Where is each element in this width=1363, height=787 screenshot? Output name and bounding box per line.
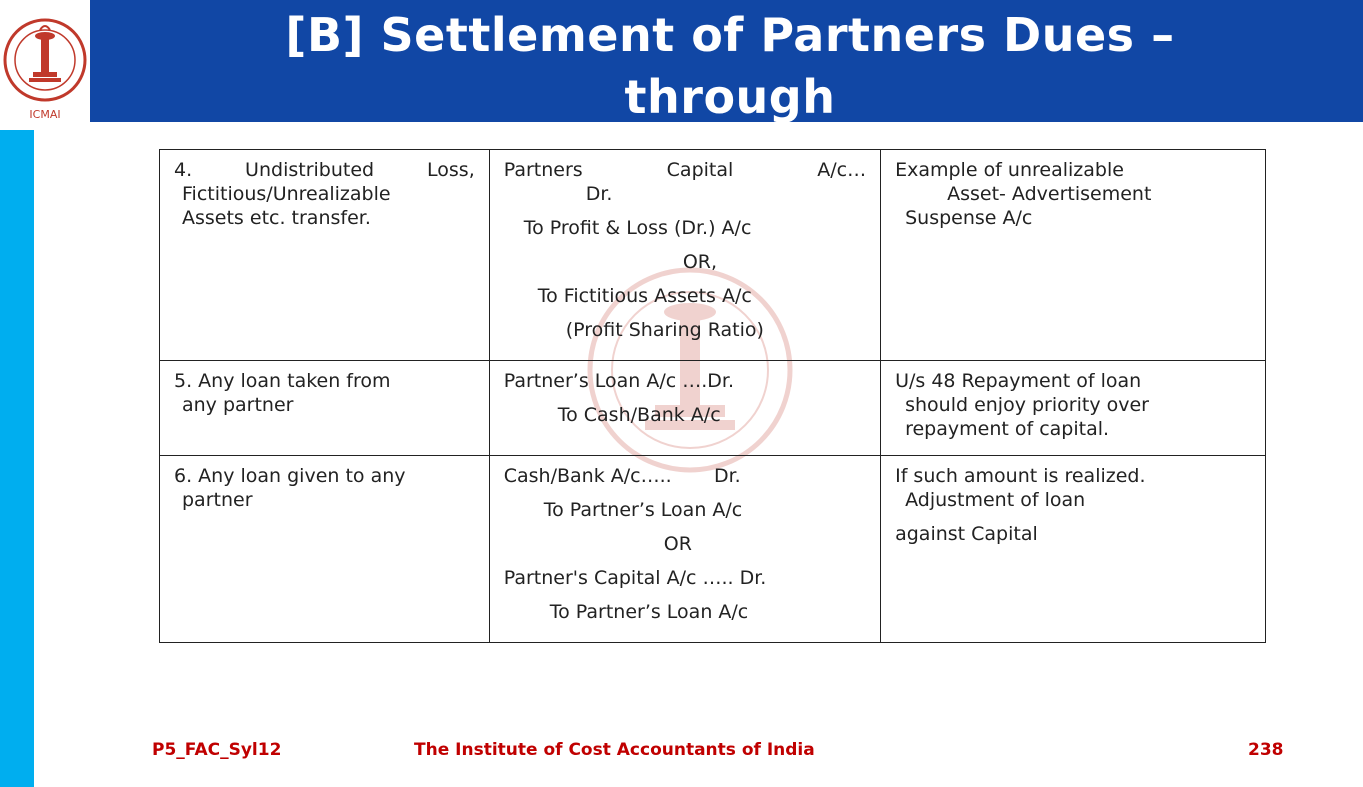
cell-text: To Partner’s Loan A/c — [543, 499, 743, 521]
table-row — [160, 456, 1266, 643]
footer-code: P5_FAC_Syl12 — [152, 740, 282, 760]
cell-text: 4. Undistributed Loss, — [174, 159, 475, 181]
cell-text: Fictitious/Unrealizable — [182, 183, 391, 205]
institute-logo — [0, 0, 90, 130]
cell-text: against Capital — [895, 523, 1038, 545]
cell-text: OR — [663, 533, 692, 555]
cell-text: 5. Any loan taken from — [174, 370, 391, 392]
cell-text: Assets etc. transfer. — [182, 207, 371, 229]
cell-text: Asset- Advertisement — [947, 183, 1152, 205]
table-cell-item — [160, 361, 490, 456]
cell-text: If such amount is realized. — [895, 465, 1146, 487]
cell-text: should enjoy priority over — [905, 394, 1149, 416]
cell-text: repayment of capital. — [905, 418, 1110, 440]
cell-text: OR, — [682, 251, 718, 273]
cell-text: (Profit Sharing Ratio) — [565, 319, 764, 341]
cell-text: To Partner’s Loan A/c — [549, 601, 749, 623]
svg-text:ICMAI: ICMAI — [29, 108, 61, 121]
table-cell-entry — [489, 361, 880, 456]
left-accent-bar — [0, 130, 34, 787]
table-cell-remark — [881, 150, 1266, 361]
cell-text: Partners Capital A/c… — [503, 159, 867, 181]
cell-text: To Cash/Bank A/c — [557, 404, 721, 426]
table-cell-entry — [489, 456, 880, 643]
table-cell-item — [160, 456, 490, 643]
cell-text: Dr. — [585, 183, 613, 205]
cell-text: U/s 48 Repayment of loan — [895, 370, 1142, 392]
table-cell-item — [160, 150, 490, 361]
title-banner — [90, 0, 1363, 122]
table-cell-remark — [881, 456, 1266, 643]
table-row — [160, 150, 1266, 361]
table-row — [160, 361, 1266, 456]
table-cell-remark — [881, 361, 1266, 456]
cell-text: Partner’s Loan A/c ….Dr. — [503, 370, 735, 392]
cell-text: Example of unrealizable — [895, 159, 1124, 181]
settlement-table — [159, 149, 1266, 643]
institute-logo-icon — [0, 0, 90, 130]
slide-title-line-1: [B] Settlement of Partners Dues – through — [285, 8, 1175, 122]
cell-text: 6. Any loan given to any — [174, 465, 406, 487]
slide-title — [210, 4, 1250, 122]
cell-text: Cash/Bank A/c….. Dr. — [503, 465, 741, 487]
table-cell-entry — [489, 150, 880, 361]
footer-institute: The Institute of Cost Accountants of India — [414, 740, 815, 760]
cell-text: Suspense A/c — [905, 207, 1033, 229]
cell-text: To Profit & Loss (Dr.) A/c — [523, 217, 752, 239]
cell-text: any partner — [182, 394, 294, 416]
cell-text: To Fictitious Assets A/c — [537, 285, 752, 307]
cell-text: Adjustment of loan — [905, 489, 1086, 511]
footer-page-number: 238 — [1248, 740, 1284, 760]
cell-text: partner — [182, 489, 253, 511]
cell-text: Partner's Capital A/c ….. Dr. — [503, 567, 767, 589]
